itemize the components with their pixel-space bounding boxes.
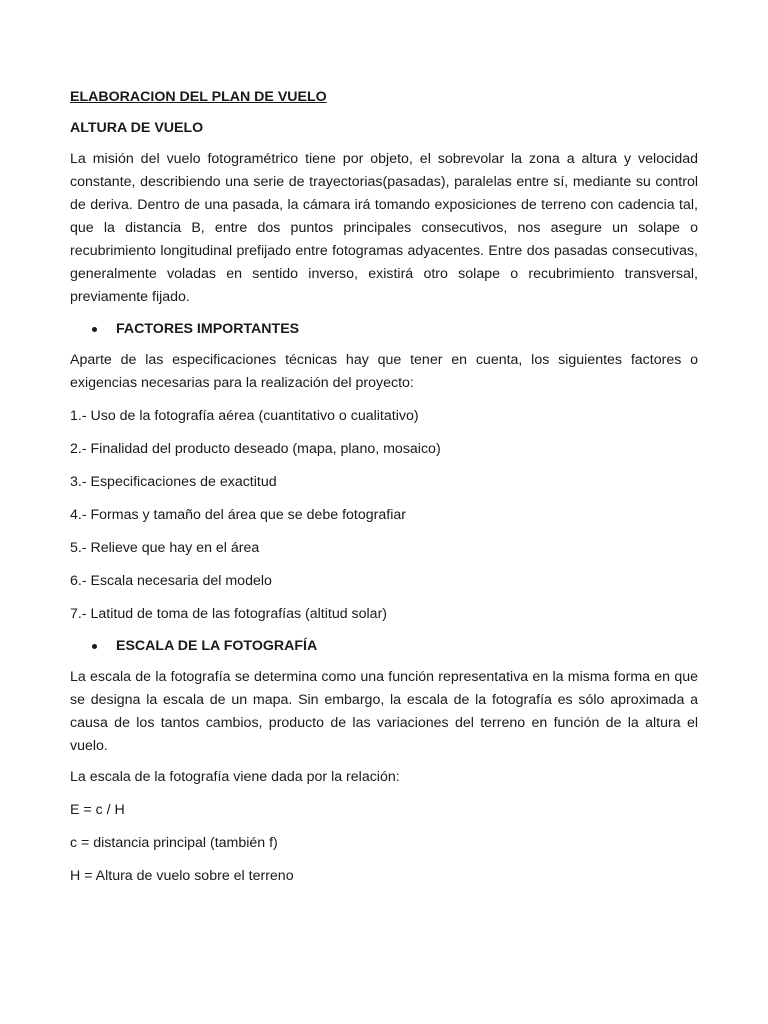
bullet-dot-icon (92, 644, 97, 649)
list-item: 6.- Escala necesaria del modelo (70, 573, 272, 589)
paragraph-altura: La misión del vuelo fotogramétrico tiene por objeto, el sobrevolar la zona a altura y velocidad constante, describiendo una serie de trayectorias(pasadas), paralelas entre sí, mediante su control de deriva. Dentro de una pasada, la cámara irá tomando exposiciones de terreno con cadencia tal, que la distancia B, entre dos puntos principales consecutivos, nos asegure un solape o recubrimiento longitudinal prefijado entre fotogramas adyacentes. Entre dos pasadas consecutivas, generalmente voladas en sentido inverso, existirá otro solape o recubrimiento transversal, previamente fijado. (70, 151, 698, 305)
list-item: 2.- Finalidad del producto deseado (mapa, plano, mosaico) (70, 441, 441, 457)
formula: E = c / H (70, 802, 125, 818)
bullet-heading-factores (70, 318, 698, 341)
bullet-heading-escala (70, 635, 698, 658)
definition-c: c = distancia principal (también f) (70, 835, 278, 851)
relation-intro: La escala de la fotografía viene dada por la relación: (70, 769, 400, 785)
list-item: 1.- Uso de la fotografía aérea (cuantitativo o cualitativo) (70, 408, 419, 424)
document-title: ELABORACION DEL PLAN DE VUELO (70, 89, 327, 105)
list-item: 4.- Formas y tamaño del área que se debe fotografiar (70, 507, 406, 523)
section-heading-altura: ALTURA DE VUELO (70, 120, 204, 136)
paragraph-escala: La escala de la fotografía se determina como una función representativa en la misma forma en que se designa la escala de un mapa. Sin embargo, la escala de la fotografía es sólo aproximada a causa de los tantos cambios, producto de las variaciones del terreno en función de la altura el vuelo. (70, 669, 698, 754)
list-item: 3.- Especificaciones de exactitud (70, 474, 277, 490)
bullet-heading-label: FACTORES IMPORTANTES (116, 321, 300, 337)
bullet-dot-icon (92, 327, 97, 332)
definition-h: H = Altura de vuelo sobre el terreno (70, 868, 294, 884)
bullet-heading-label: ESCALA DE LA FOTOGRAFÍA (116, 638, 318, 654)
paragraph-factores: Aparte de las especificaciones técnicas hay que tener en cuenta, los siguientes factores o exigencias necesarias para la realización del proyecto: (70, 352, 698, 391)
list-item: 7.- Latitud de toma de las fotografías (altitud solar) (70, 606, 388, 622)
list-item: 5.- Relieve que hay en el área (70, 540, 260, 556)
document-page (70, 86, 698, 888)
